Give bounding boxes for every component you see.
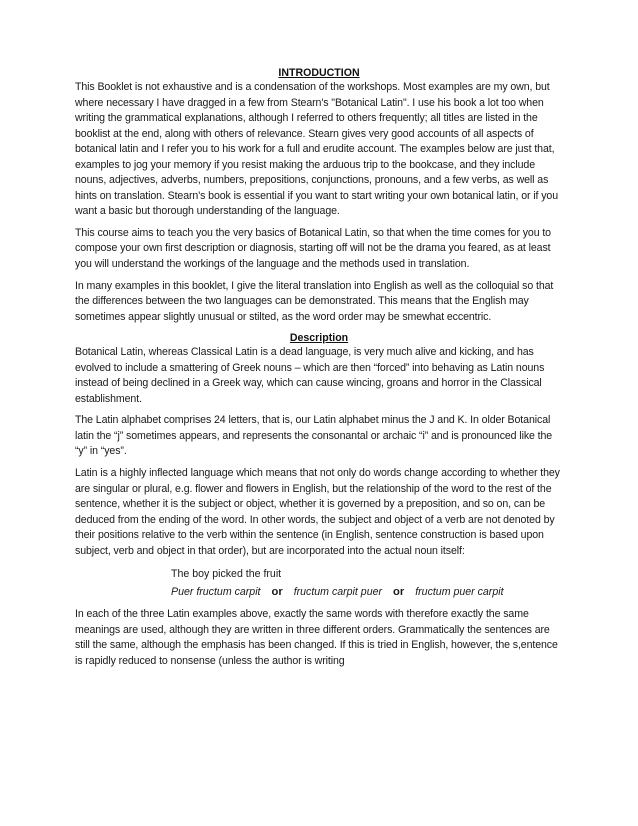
or-connector-1: or xyxy=(271,586,283,599)
description-paragraph-3: Latin is a highly inflected language which means that not only do words change according to whether they are singular or plural, e.g. flower and flowers in English, but the relationship of the word to the rest of the sentence, whether it is the subject or object, whether it is governed by a preposition, and so on, can be deduced from the ending of the word. In other words, the subject and object of a verb are not denoted by their positions relative to the verb within the sentence (in English, sentence construction is based upon subject, verb and object in that order), but are incorporated into the actual noun itself: xyxy=(75,467,560,557)
latin-example-block xyxy=(171,565,563,601)
intro-paragraph-3: In many examples in this booklet, I give the literal translation into English as well as the colloquial so that the differences between the two languages can be demonstrated. This means that the English may sometimes appear slightly unusual or stilted, as the word order may be smewhat eccentric. xyxy=(75,279,554,323)
intro-paragraph-2: This course aims to teach you the very basics of Botanical Latin, so that when the time comes for you to compose your own first description or diagnosis, starting off will not be the drama you feared, as at least you will understand the workings of the language and the methods used in translation. xyxy=(75,226,551,271)
intro-paragraph-1: This Booklet is not exhaustive and is a condensation of the workshops. Most examples are my own, but where necessary I have dragged in a few from Stearn's "Botanical Latin". I use his book a lot too when writing the grammatical explanations, although I referred to others frequently; all titles are listed in the booklist at the end, along with others of relevance. Stearn gives very good accounts of all aspects of botanical latin and I refer you to his work for a full and erudite account. The examples below are just that, examples to jog your memory if you resist making the arduous trip to the bookcase, and they include nouns, adjectives, adverbs, numbers, prepositions, conjunctions, pronouns, and a few verbs, as well as hints on translation. Stearn's book is essential if you want to start writing your own botanical latin, or if you want a basic but thorough understanding of the language. xyxy=(75,81,558,218)
latin-variant-2: fructum carpit puer xyxy=(293,586,383,599)
latin-variant-1: Puer fructum carpit xyxy=(171,586,261,599)
document-page xyxy=(75,66,563,676)
or-connector-2: or xyxy=(393,586,405,599)
latin-variant-3: fructum puer carpit xyxy=(415,586,504,599)
description-paragraph-1: Botanical Latin, whereas Classical Latin is a dead language, is very much alive and kicking, and has evolved to include a smattering of Greek nouns – which are then “forced” into behaving as Latin nouns instead of being declined in a Greek way, which can cause wincing, groans and horror in the Classical establishment. xyxy=(75,346,545,405)
description-heading: Description xyxy=(289,332,349,345)
example-latin-line xyxy=(171,583,563,601)
description-paragraph-4: In each of the three Latin examples above, exactly the same words with therefore exactly the same meanings are used, although they are written in three different orders. Grammatically the sentences are still the same, although the emphasis has been changed. If this is tried in English, however, the s,entence is rapidly reduced to nonsense (unless the author is writing xyxy=(75,608,558,667)
description-paragraph-2: The Latin alphabet comprises 24 letters, that is, our Latin alphabet minus the J and K. In older Botanical latin the “j” sometimes appears, and represents the consonantal or archaic “i” and is pronounced like the “y” in “yes”. xyxy=(75,414,553,458)
example-english-line: The boy picked the fruit xyxy=(171,568,282,581)
introduction-heading: INTRODUCTION xyxy=(278,67,360,79)
